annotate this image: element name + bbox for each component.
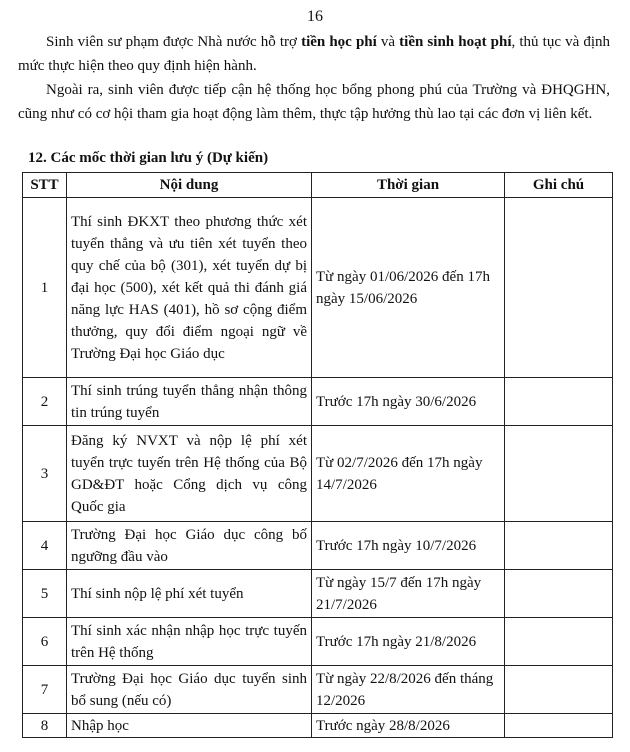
row-stt: 1 [23, 198, 67, 378]
row-content: Thí sinh trúng tuyển thẳng nhận thông tin trúng tuyển [67, 378, 312, 426]
paragraph-text: Sinh viên sư phạm được Nhà nước hỗ trợ [46, 34, 302, 50]
page-number: 16 [307, 8, 323, 25]
row-note [505, 570, 613, 618]
row-time: Trước 17h ngày 10/7/2026 [312, 522, 505, 570]
row-time: Trước 17h ngày 21/8/2026 [312, 618, 505, 666]
header-stt: STT [23, 173, 67, 198]
row-stt: 5 [23, 570, 67, 618]
paragraph-text: và [376, 34, 400, 50]
table-row [23, 198, 613, 378]
row-time: Từ 02/7/2026 đến 17h ngày 14/7/2026 [312, 426, 505, 522]
row-time: Trước 17h ngày 30/6/2026 [312, 378, 505, 426]
table-row [23, 666, 613, 714]
row-time: Từ ngày 01/06/2026 đến 17h ngày 15/06/2026 [312, 198, 505, 378]
row-stt: 7 [23, 666, 67, 714]
row-content: Trường Đại học Giáo dục tuyển sinh bổ sung (nếu có) [67, 666, 312, 714]
row-note [505, 522, 613, 570]
table-row [23, 426, 613, 522]
paragraph-text: , thủ tục và định mức thực hiện theo quy định hiện hành. [18, 34, 611, 74]
row-note [505, 618, 613, 666]
row-time: Từ ngày 22/8/2026 đến tháng 12/2026 [312, 666, 505, 714]
header-time: Thời gian [312, 173, 505, 198]
bold-living-allowance: tiền sinh hoạt phí [399, 34, 512, 50]
row-stt: 6 [23, 618, 67, 666]
header-content: Nội dung [67, 173, 312, 198]
table-row [23, 570, 613, 618]
row-note [505, 714, 613, 738]
row-note [505, 426, 613, 522]
paragraph-scholarships [18, 78, 610, 126]
row-content: Đăng ký NVXT và nộp lệ phí xét tuyển trực tuyến trên Hệ thống của Bộ GD&ĐT hoặc Cổng dịch vụ công Quốc gia [67, 426, 312, 522]
row-stt: 2 [23, 378, 67, 426]
row-stt: 4 [23, 522, 67, 570]
row-content: Nhập học [67, 714, 312, 738]
row-content: Thí sinh nộp lệ phí xét tuyển [67, 570, 312, 618]
paragraph-text: Ngoài ra, sinh viên được tiếp cận hệ thống học bổng phong phú của Trường và ĐHQGHN, cũng như có cơ hội tham gia hoạt động làm thêm, thực tập hưởng thù lao tại các đơn vị liên kết. [18, 82, 610, 122]
section-title: 12. Các mốc thời gian lưu ý (Dự kiến) [28, 150, 269, 166]
table-row [23, 522, 613, 570]
table-row [23, 714, 613, 738]
row-note [505, 666, 613, 714]
row-content: Thí sinh xác nhận nhập học trực tuyến trên Hệ thống [67, 618, 312, 666]
row-note [505, 378, 613, 426]
row-stt: 3 [23, 426, 67, 522]
table-header-row [23, 173, 613, 198]
row-content: Trường Đại học Giáo dục công bố ngưỡng đầu vào [67, 522, 312, 570]
table-row [23, 618, 613, 666]
bold-tuition-fee: tiền học phí [301, 34, 377, 50]
row-note [505, 198, 613, 378]
row-time: Trước ngày 28/8/2026 [312, 714, 505, 738]
table-row [23, 378, 613, 426]
row-content: Thí sinh ĐKXT theo phương thức xét tuyển thẳng và ưu tiên xét tuyển theo quy chế của bộ (301), xét tuyển dự bị đại học (500), xét kết quả thi đánh giá năng lực HAS (401), hồ sơ cộng điểm thưởng, quy đổi điểm ngoại ngữ về Trường Đại học Giáo dục [67, 198, 312, 378]
header-note: Ghi chú [505, 173, 613, 198]
row-time: Từ ngày 15/7 đến 17h ngày 21/7/2026 [312, 570, 505, 618]
paragraph-tuition-support [18, 30, 610, 78]
timeline-table [22, 172, 613, 738]
row-stt: 8 [23, 714, 67, 738]
